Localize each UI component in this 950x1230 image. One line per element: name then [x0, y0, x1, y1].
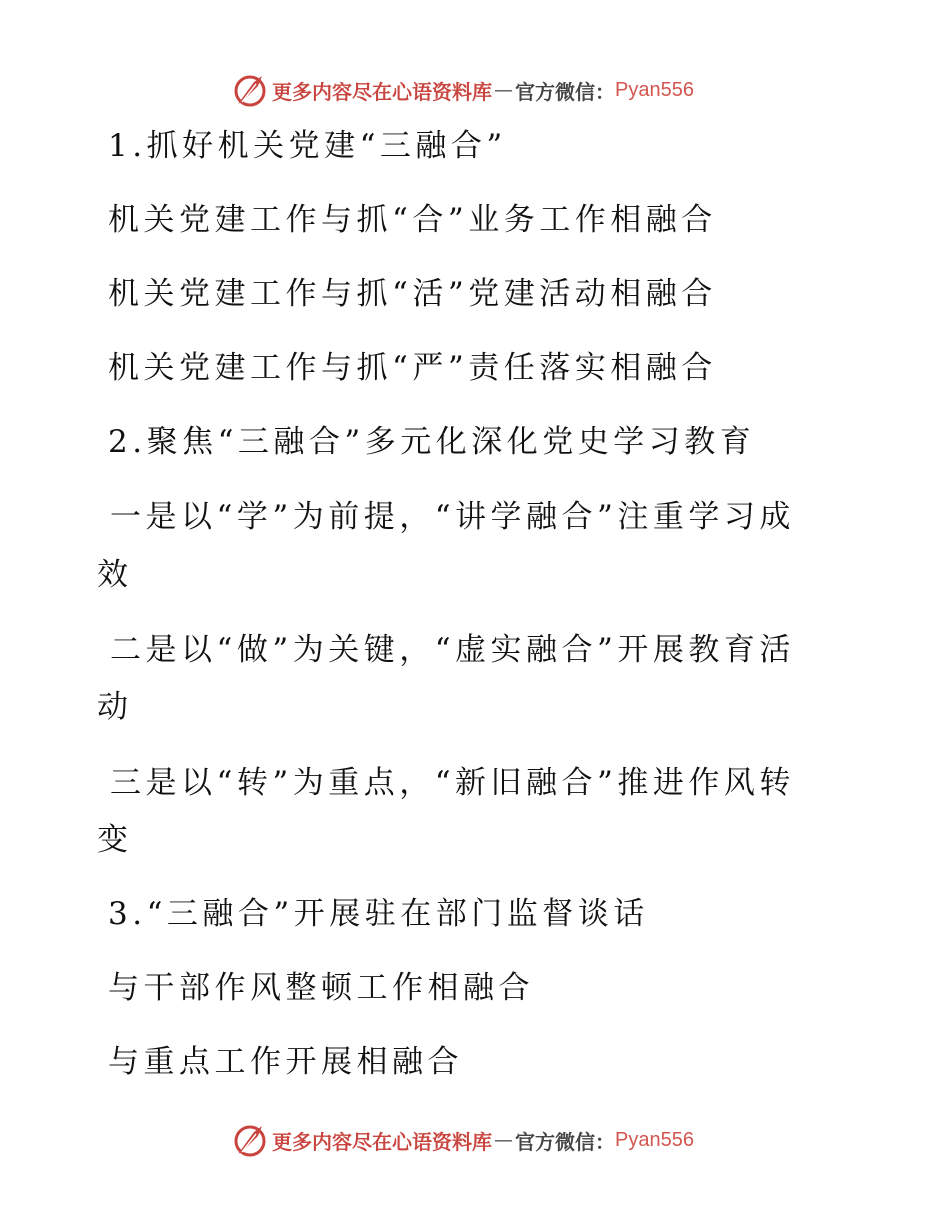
body-line: 一是以“学”为前提，“讲学融合”注重学习成	[110, 499, 795, 535]
body-line: 机关党建工作与抓“严”责任落实相融合	[108, 350, 717, 386]
body-line: 与重点工作开展相融合	[108, 1044, 463, 1080]
body-line-continuation: 动	[97, 689, 133, 725]
watermark-site-name: 更多内容尽在心语资料库	[272, 79, 492, 104]
footer-watermark	[232, 1120, 694, 1160]
section-heading-3: 3.“三融合”开展驻在部门监督谈话	[108, 896, 649, 932]
watermark-dash: —	[494, 1129, 513, 1151]
quill-logo-icon	[232, 72, 268, 108]
body-line-continuation: 效	[97, 557, 133, 593]
body-line: 与干部作风整顿工作相融合	[108, 970, 534, 1006]
body-line: 机关党建工作与抓“活”党建活动相融合	[108, 276, 717, 312]
watermark-wechat-id: Pyan556	[615, 1128, 694, 1151]
watermark-wechat-label: 官方微信：	[515, 79, 615, 104]
watermark-site-name: 更多内容尽在心语资料库	[272, 1129, 492, 1154]
section-heading-2: 2.聚焦“三融合”多元化深化党史学习教育	[108, 424, 756, 460]
body-line: 机关党建工作与抓“合”业务工作相融合	[108, 202, 717, 238]
watermark-wechat-label: 官方微信：	[515, 1129, 615, 1154]
body-line: 三是以“转”为重点，“新旧融合”推进作风转	[110, 765, 795, 801]
quill-logo-icon	[232, 1122, 268, 1158]
watermark-wechat-id: Pyan556	[615, 78, 694, 101]
header-watermark	[232, 70, 694, 110]
watermark-dash: —	[494, 79, 513, 101]
body-line-continuation: 变	[97, 822, 133, 858]
body-line: 二是以“做”为关键，“虚实融合”开展教育活	[110, 632, 795, 668]
section-heading-1: 1.抓好机关党建“三融合”	[108, 128, 507, 164]
